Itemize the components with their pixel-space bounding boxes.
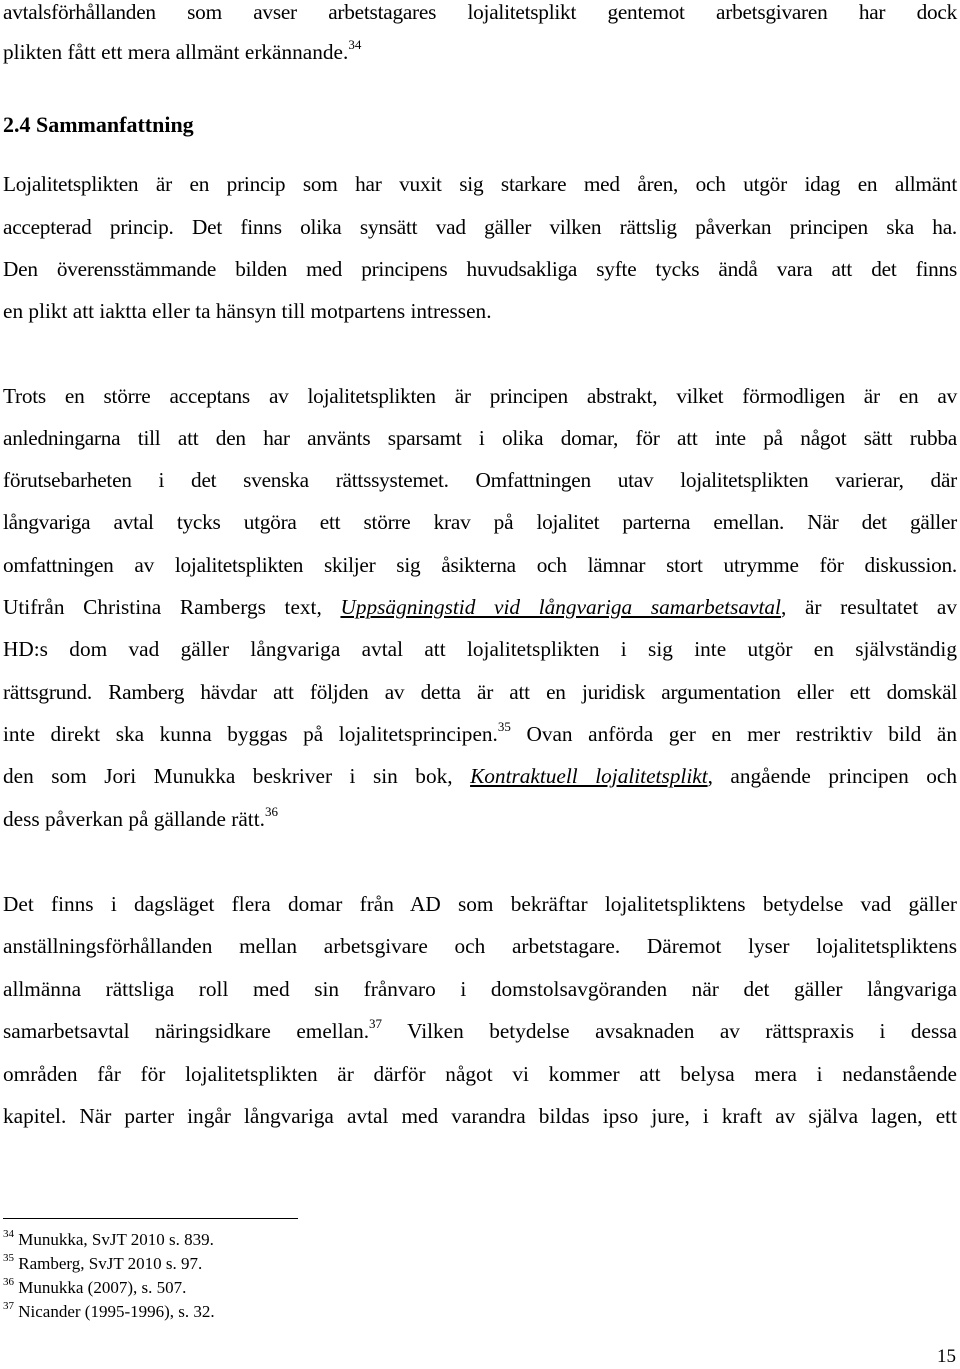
body-text-line: en plikt att iaktta eller ta hänsyn till motpartens intressen.	[3, 299, 492, 323]
body-text-line: plikten fått ett mera allmänt erkännande.$^{34}$	[3, 36, 362, 64]
body-text-line: områden får för lojalitetsplikten är därför något vi kommer att belysa mera i nedanstående	[3, 1062, 957, 1086]
body-text-line: kapitel. När parter ingår långvariga avtal med varandra bildas ipso jure, i kraft av själva lagen, ett	[3, 1104, 957, 1128]
body-text-line: allmänna rättsliga roll med sin frånvaro i domstolsavgöranden när det gäller långvariga	[3, 977, 957, 1001]
body-text-line: HD:s dom vad gäller långvariga avtal att lojalitetsplikten i sig inte utgör en självständig	[3, 637, 957, 661]
body-text-line: Det finns i dagsläget flera domar från AD som bekräftar lojalitetspliktens betydelse vad gäller	[3, 892, 957, 916]
body-text-line: anledningarna till att den har använts sparsamt i olika domar, för att inte på något sätt rubba	[3, 426, 957, 450]
footnote-ref: 35	[497, 718, 511, 734]
body-text-line: inte direkt ska kunna byggas på lojalitetsprincipen.$^{35}$ Ovan anförda ger en mer restriktiv bild än	[3, 718, 957, 746]
body-text-line: avtalsförhållanden som avser arbetstagares lojalitetsplikt gentemot arbetsgivaren har dock	[3, 0, 957, 24]
footnote-separator	[3, 1218, 298, 1219]
footnote: $^{35}$ Ramberg, SvJT 2010 s. 97.	[3, 1252, 203, 1273]
body-text-line: Lojalitetsplikten är en princip som har vuxit sig starkare med åren, och utgör idag en allmänt	[3, 172, 957, 196]
footnote: $^{37}$ Nicander (1995-1996), s. 32.	[3, 1300, 215, 1321]
book-title: Kontraktuell lojalitetsplikt	[470, 764, 708, 788]
body-text-line: den som Jori Munukka beskriver i sin bok, Kontraktuell lojalitetsplikt, angående principen och	[3, 764, 957, 788]
body-text-line: rättsgrund. Ramberg hävdar att följden av detta är att en juridisk argumentation eller ett domskäl	[3, 680, 957, 704]
body-text-line: Den överensstämmande bilden med principens huvudsakliga syfte tycks ändå vara att det finns	[3, 257, 957, 281]
body-text-line: dess påverkan på gällande rätt.$^{36}$	[3, 803, 278, 831]
footnote-ref: 37	[369, 1015, 383, 1031]
page-number: 15	[937, 1346, 956, 1367]
body-text-line: förutsebarheten i det svenska rättssystemet. Omfattningen utav lojalitetsplikten varierar, där	[3, 468, 957, 492]
body-text-line: Trots en större acceptans av lojalitetsplikten är principen abstrakt, vilket förmodligen är en av	[3, 384, 957, 408]
footnote: $^{34}$ Munukka, SvJT 2010 s. 839.	[3, 1228, 214, 1249]
footnote: $^{36}$ Munukka (2007), s. 507.	[3, 1276, 187, 1297]
body-text-line: anställningsförhållanden mellan arbetsgivare och arbetstagare. Däremot lyser lojalitetspliktens	[3, 934, 957, 958]
section-heading: 2.4 Sammanfattning	[3, 112, 194, 137]
body-text-line: omfattningen av lojalitetsplikten skiljer sig åsikterna och lämnar stort utrymme för diskussion.	[3, 553, 957, 577]
body-text-line: långvariga avtal tycks utgöra ett större krav på lojalitet parterna emellan. När det gäller	[3, 510, 957, 534]
book-title: Uppsägningstid vid långvariga samarbetsavtal	[340, 595, 781, 619]
footnote-ref: 36	[264, 803, 278, 819]
body-text-line: Utifrån Christina Rambergs text, Uppsägningstid vid långvariga samarbetsavtal, är resultatet av	[3, 595, 957, 619]
body-text-line: accepterad princip. Det finns olika synsätt vad gäller vilken rättslig påverkan principen ska ha.	[3, 215, 957, 239]
footnote-ref: 34	[348, 36, 362, 52]
body-text-line: samarbetsavtal näringsidkare emellan.$^{37}$ Vilken betydelse avsaknaden av rättspraxis i dessa	[3, 1015, 957, 1043]
